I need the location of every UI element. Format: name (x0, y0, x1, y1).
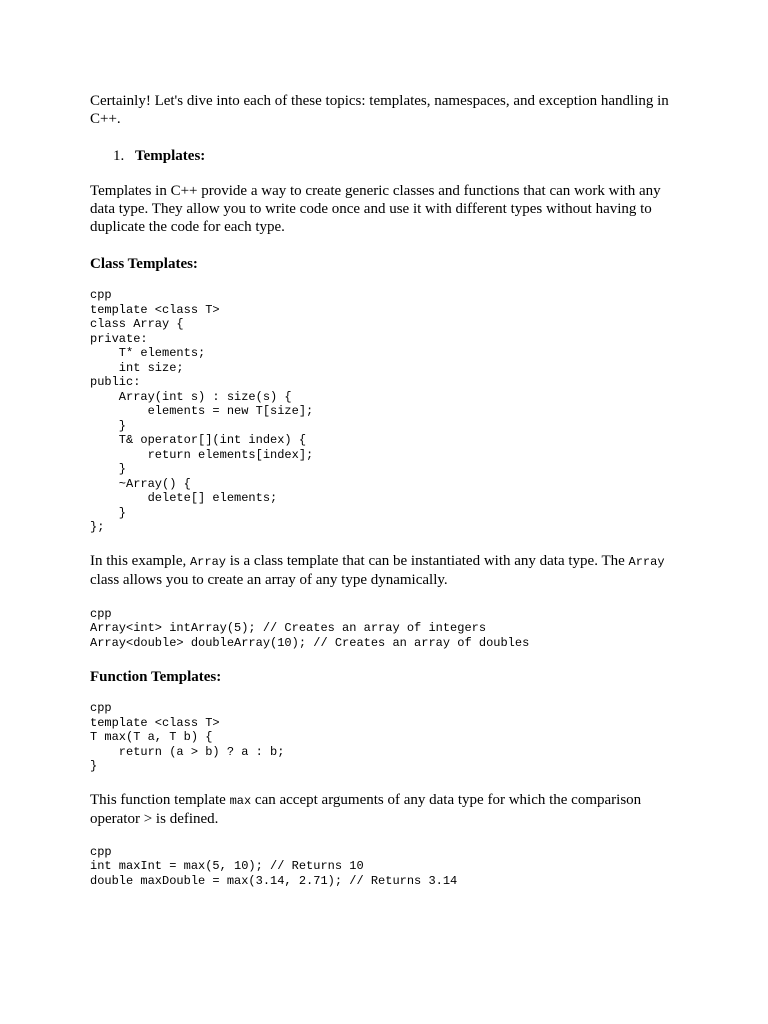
function-template-usage-code-block: cpp int maxInt = max(5, 10); // Returns 10 double maxDouble = max(3.14, 2.71); // Returns 3.14 (90, 844, 458, 888)
section-heading-templates (113, 147, 680, 165)
explanation-text: can accept arguments of any data type for which the comparison operator > is defined. (90, 791, 642, 827)
inline-code-max: max (229, 793, 252, 808)
explanation-text: In this example, (90, 552, 190, 569)
class-template-code-block: cpp template <class T> class Array { private: T* elements; int size; public: Array(int s) : size(s) { elements = new T[size]; } T& operator[](int index) { return elements[index]; } ~Array() { delete[] elements; } }; (90, 288, 314, 534)
function-template-explanation (90, 791, 680, 828)
inline-code-array: Array (189, 554, 226, 569)
section-number: 1. (113, 148, 125, 164)
document-page (90, 92, 680, 888)
templates-intro-paragraph: Templates in C++ provide a way to create generic classes and functions that can work with any data type. They allow you to write code once and use it with different types without having to duplicate the code for each type. (90, 183, 661, 235)
function-templates-heading: Function Templates: (90, 669, 222, 685)
class-templates-heading: Class Templates: (90, 256, 198, 272)
section-title: Templates: (135, 148, 206, 164)
class-template-explanation (90, 552, 680, 589)
class-template-usage-code-block: cpp Array<int> intArray(5); // Creates an array of integers Array<double> doubleArray(10); // Creates an array of doubles (90, 606, 530, 650)
intro-paragraph: Certainly! Let's dive into each of these topics: templates, namespaces, and exception handling in C++. (90, 93, 669, 127)
function-template-code-block: cpp template <class T> T max(T a, T b) { return (a > b) ? a : b; } (90, 701, 285, 773)
explanation-text: class allows you to create an array of any type dynamically. (90, 571, 448, 588)
inline-code-array: Array (628, 554, 665, 569)
explanation-text: This function template (90, 791, 230, 808)
explanation-text: is a class template that can be instantiated with any data type. The (226, 552, 629, 569)
